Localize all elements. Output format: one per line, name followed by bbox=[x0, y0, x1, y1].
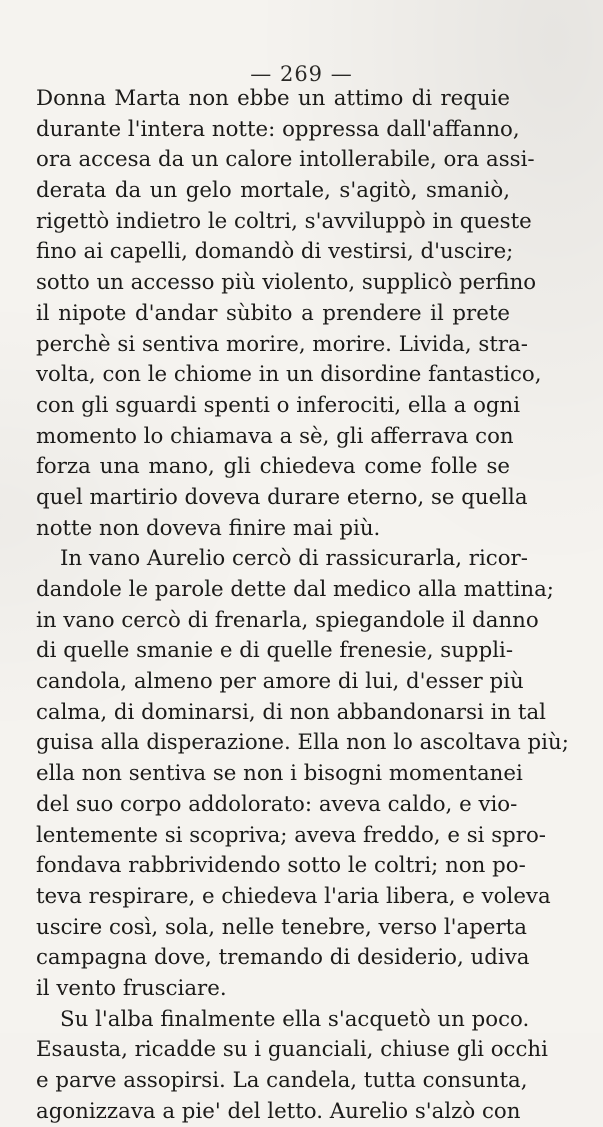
text-line: quel martirio doveva durare eterno, se quella bbox=[36, 484, 528, 510]
text-line: uscire così, sola, nelle tenebre, verso l'aperta bbox=[36, 914, 527, 940]
paragraph bbox=[36, 84, 542, 544]
text-line: durante l'intera notte: oppressa dall'affanno, bbox=[36, 116, 520, 142]
text-line: candola, almeno per amore di lui, d'esser più bbox=[36, 669, 524, 695]
text-line: perchè si sentiva morire, morire. Livida, stra- bbox=[36, 331, 528, 357]
text-line: fino ai capelli, domandò di vestirsi, d'uscire; bbox=[36, 239, 514, 265]
text-line: guisa alla disperazione. Ella non lo ascoltava più; bbox=[36, 730, 569, 756]
text-line: di quelle smanie e di quelle frenesie, suppli- bbox=[36, 638, 514, 664]
text-line: ella non sentiva se non i bisogni momentanei bbox=[36, 761, 523, 787]
text-line: Su l'alba finalmente ella s'acquetò un poco. bbox=[60, 1006, 530, 1032]
text-line: con gli sguardi spenti o inferociti, ella a ogni bbox=[36, 392, 521, 418]
page-number: — 269 — bbox=[250, 62, 353, 86]
page-body bbox=[36, 84, 569, 1127]
text-line: agonizzava a pie' del letto. Aurelio s'alzò con bbox=[36, 1098, 521, 1124]
paragraph bbox=[36, 1005, 548, 1127]
text-line: e parve assopirsi. La candela, tutta consunta, bbox=[36, 1068, 528, 1093]
text-line: forza una mano, gli chiedeva come folle se bbox=[36, 454, 510, 480]
text-line: ora accesa da un calore intollerabile, ora assi- bbox=[36, 147, 535, 173]
text-line: Donna Marta non ebbe un attimo di requie bbox=[36, 86, 510, 111]
text-line: momento lo chiamava a sè, gli afferrava con bbox=[36, 423, 514, 449]
text-line: In vano Aurelio cercò di rassicurarla, ricor- bbox=[60, 546, 528, 572]
text-line: teva respirare, e chiedeva l'aria libera, e voleva bbox=[36, 883, 551, 909]
paragraph bbox=[36, 544, 569, 1004]
text-line: lentemente si scopriva; aveva freddo, e si spro- bbox=[36, 822, 546, 848]
text-line: rigettò indietro le coltri, s'avviluppò in queste bbox=[36, 208, 532, 234]
text-line: notte non doveva finire mai più. bbox=[36, 515, 381, 541]
text-line: calma, di dominarsi, di non abbandonarsi in tal bbox=[36, 699, 546, 725]
text-line: il vento frusciare. bbox=[36, 975, 227, 1001]
text-line: fondava rabbrividendo sotto le coltri; non po- bbox=[36, 853, 526, 879]
text-line: Esausta, ricadde su i guanciali, chiuse gli occhi bbox=[36, 1037, 548, 1063]
text-line: volta, con le chiome in un disordine fantastico, bbox=[36, 362, 542, 388]
text-line: il nipote d'andar sùbito a prendere il prete bbox=[36, 300, 510, 326]
text-line: campagna dove, tremando di desiderio, udiva bbox=[36, 945, 530, 971]
text-line: dandole le parole dette dal medico alla mattina; bbox=[36, 577, 554, 602]
text-line: derata da un gelo mortale, s'agitò, smaniò, bbox=[36, 178, 510, 204]
text-line: sotto un accesso più violento, supplicò perfino bbox=[36, 270, 537, 296]
text-line: in vano cercò di frenarla, spiegandole il danno bbox=[36, 607, 539, 633]
text-line: del suo corpo addolorato: aveva caldo, e vio- bbox=[36, 791, 518, 817]
